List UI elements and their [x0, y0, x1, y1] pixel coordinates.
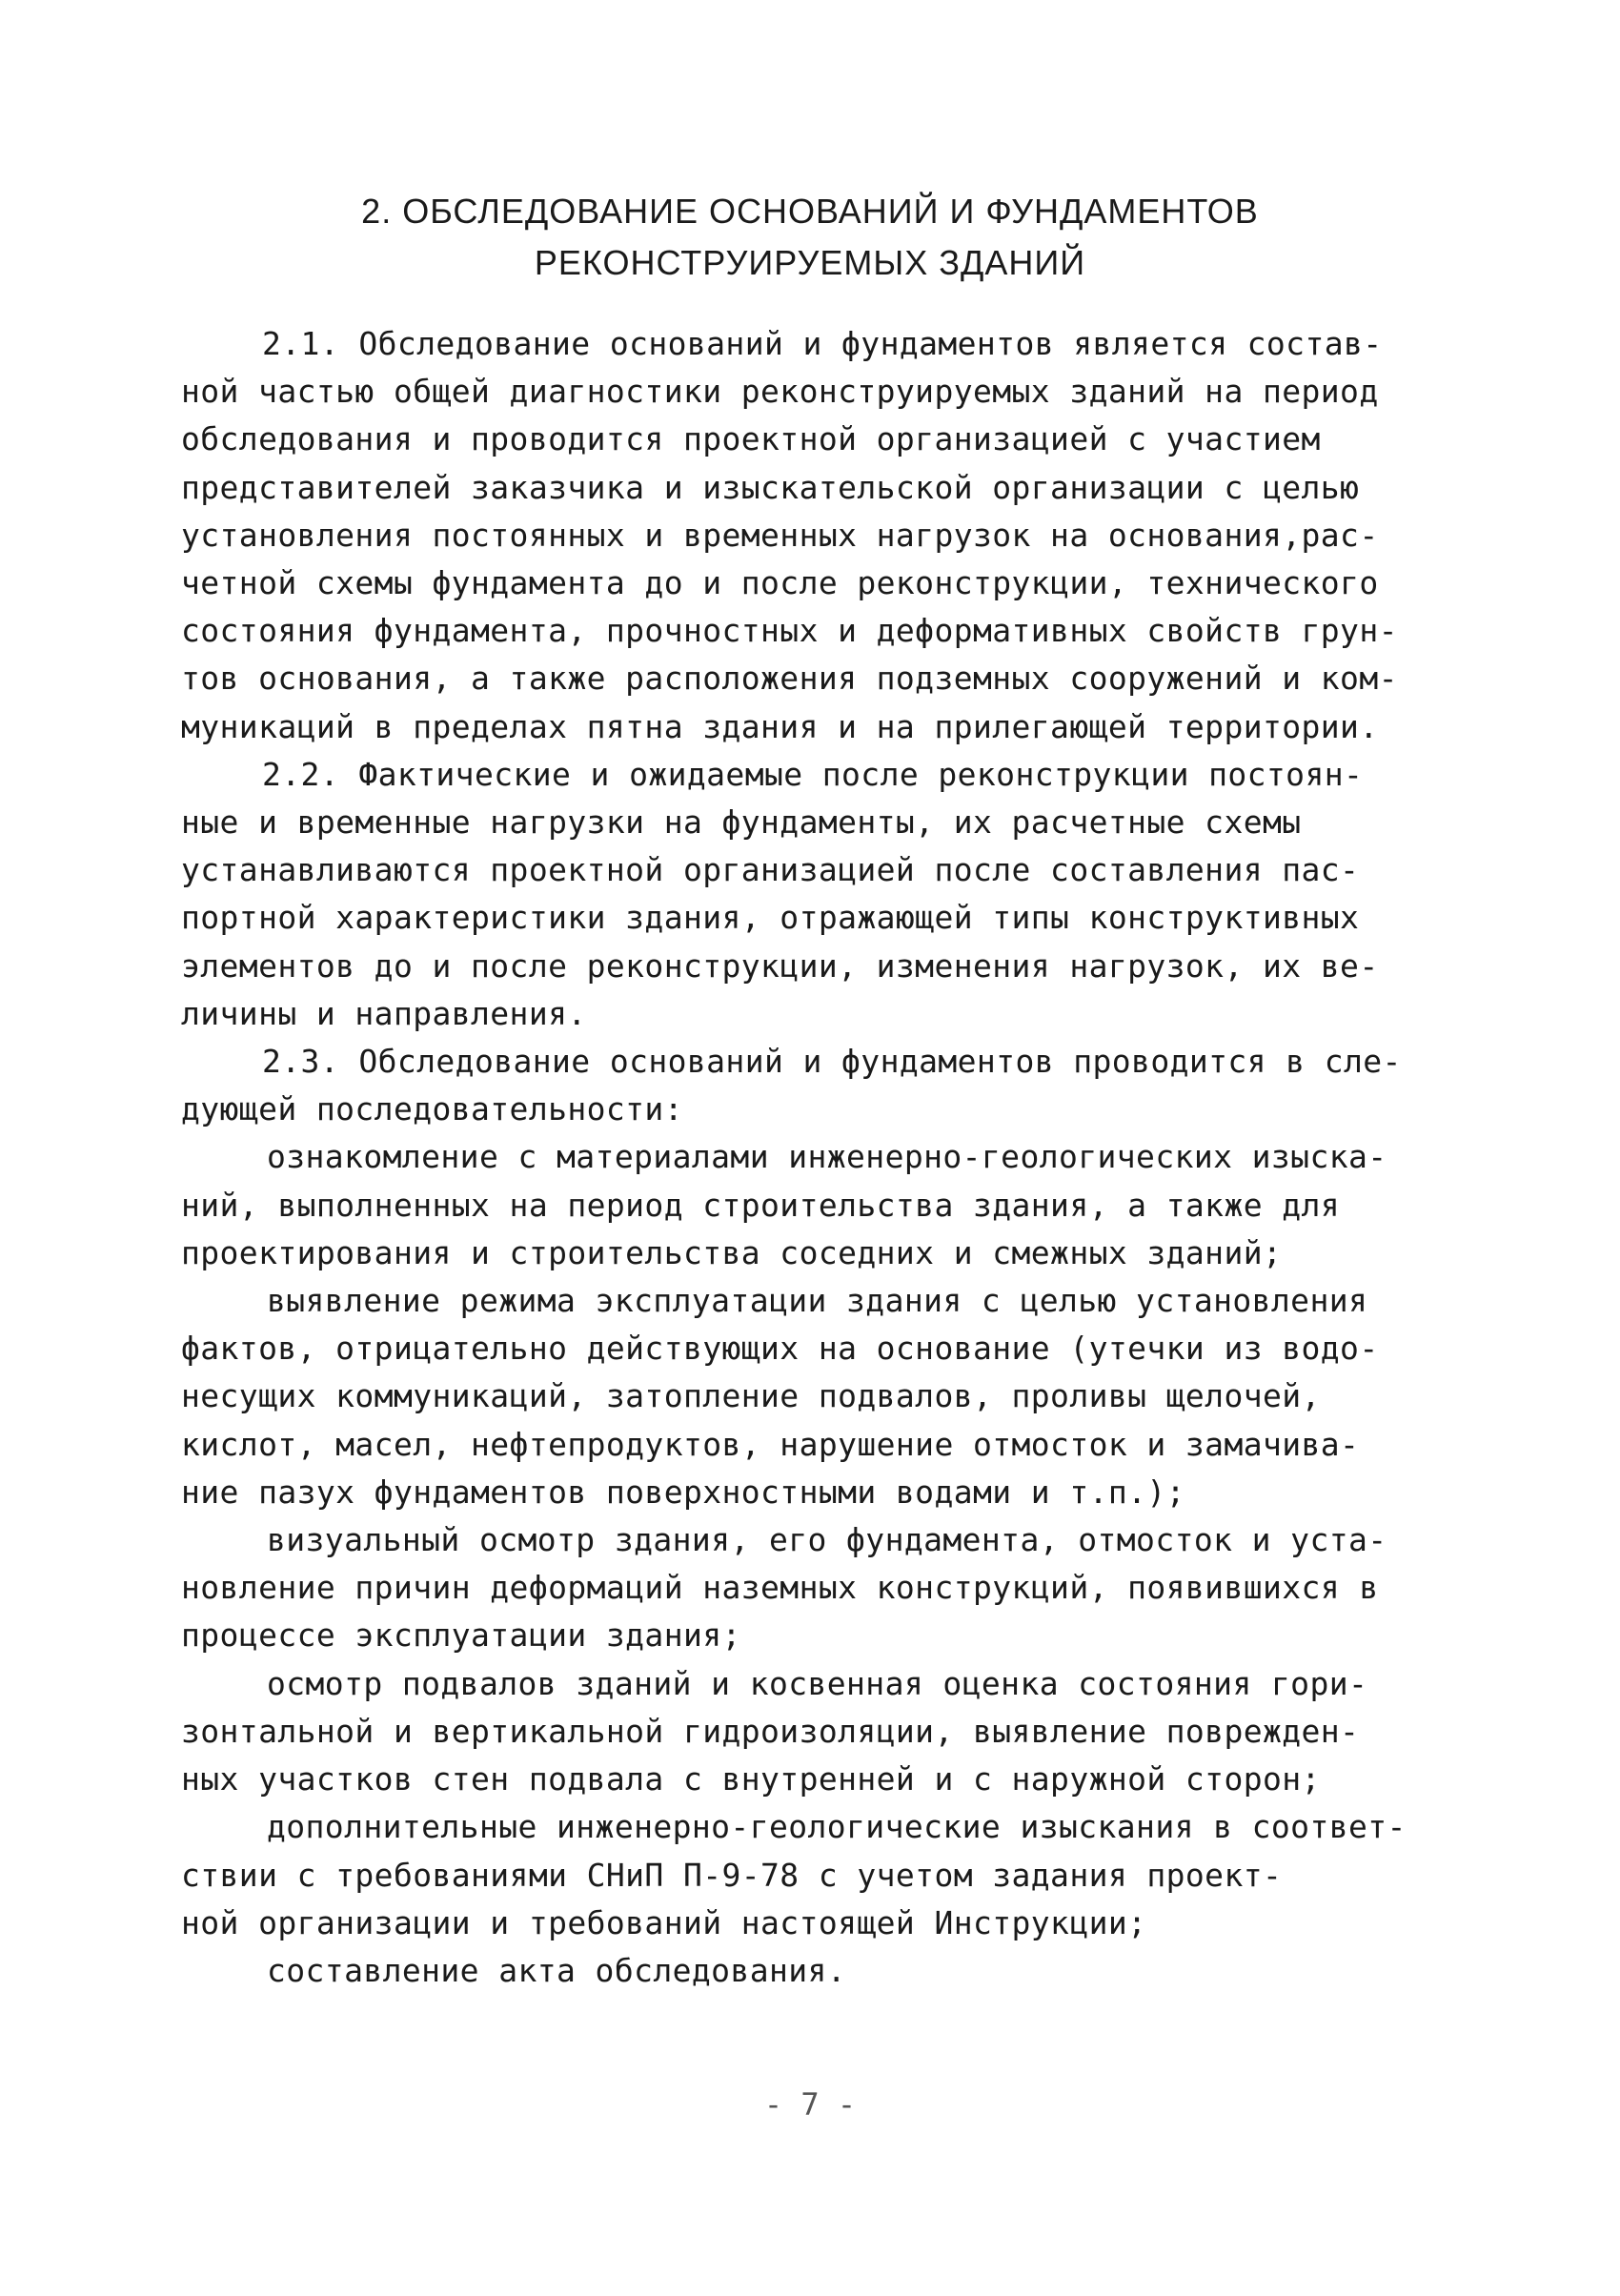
text-line: ние пазух фундаментов поверхностными водами и т.п.);	[181, 1473, 1185, 1511]
text-line: зонтальной и вертикальной гидроизоляции, выявление поврежден-	[181, 1712, 1360, 1750]
text-line: процессе эксплуатации здания;	[181, 1616, 741, 1655]
text-line: составление акта обследования.	[267, 1951, 847, 1989]
text-line: несущих коммуникаций, затопление подвалов, проливы щелочей,	[181, 1377, 1321, 1415]
text-line: 2.2. Фактические и ожидаемые после реконструкции постоян-	[262, 755, 1364, 793]
text-line: кислот, масел, нефтепродуктов, нарушение отмосток и замачива-	[181, 1425, 1360, 1463]
text-line: обследования и проводится проектной организацией с участием	[181, 420, 1321, 458]
text-line: 2.1. Обследование оснований и фундаментов является состав-	[262, 325, 1383, 362]
text-line: визуальный осмотр здания, его фундамента, отмосток и уста-	[267, 1521, 1387, 1559]
text-line: ные и временные нагрузки на фундаменты, их расчетные схемы	[181, 803, 1302, 842]
text-line: дополнительные инженерно-геологические изыскания в соответ-	[267, 1808, 1407, 1846]
text-line: установления постоянных и временных нагрузок на основания,рас-	[181, 516, 1379, 554]
text-line: четной схемы фундамента до и после реконструкции, технического	[181, 564, 1379, 602]
text-line: ных участков стен подвала с внутренней и с наружной сторон;	[181, 1760, 1321, 1798]
page-number: - 7 -	[763, 2086, 857, 2123]
text-line: проектирования и строительства соседних и смежных зданий;	[181, 1233, 1283, 1271]
text-line: устанавливаются проектной организацией после составления пас-	[181, 851, 1360, 889]
text-line: выявление режима эксплуатации здания с целью установления	[267, 1282, 1368, 1320]
text-line: ознакомление с материалами инженерно-геологических изыска-	[267, 1138, 1387, 1176]
text-line: личины и направления.	[181, 994, 587, 1032]
text-line: тов основания, а также расположения подземных сооружений и ком-	[181, 660, 1398, 698]
text-line: фактов, отрицательно действующих на основание (утечки из водо-	[181, 1330, 1379, 1368]
text-line: элементов до и после реконструкции, изменения нагрузок, их ве-	[181, 946, 1379, 985]
text-line: состояния фундамента, прочностных и деформативных свойств грун-	[181, 612, 1398, 650]
text-line: представителей заказчика и изыскательской организации с целью	[181, 468, 1360, 506]
body-text	[181, 320, 1448, 1995]
text-line: ний, выполненных на период строительства здания, а также для	[181, 1186, 1341, 1224]
text-line: 2.3. Обследование оснований и фундаментов проводится в сле-	[262, 1043, 1402, 1081]
text-line: ной частью общей диагностики реконструируемых зданий на период	[181, 373, 1379, 411]
text-line: новление причин деформаций наземных конструкций, появившихся в	[181, 1569, 1379, 1607]
text-line: ной организации и требований настоящей Инструкции;	[181, 1903, 1147, 1941]
text-line: портной характеристики здания, отражающей типы конструктивных	[181, 899, 1360, 937]
heading-line-1: 2. ОБСЛЕДОВАНИЕ ОСНОВАНИЙ И ФУНДАМЕНТОВ	[361, 192, 1259, 231]
section-heading	[181, 186, 1439, 289]
text-line: муникаций в пределах пятна здания и на прилегающей территории.	[181, 707, 1379, 745]
heading-line-2: РЕКОНСТРУИРУЕМЫХ ЗДАНИЙ	[534, 243, 1086, 282]
text-line: ствии с требованиями СНиП П-9-78 с учетом задания проект-	[181, 1856, 1283, 1894]
text-line: осмотр подвалов зданий и косвенная оценка состояния гори-	[267, 1664, 1368, 1702]
text-line: дующей последовательности:	[181, 1090, 683, 1128]
